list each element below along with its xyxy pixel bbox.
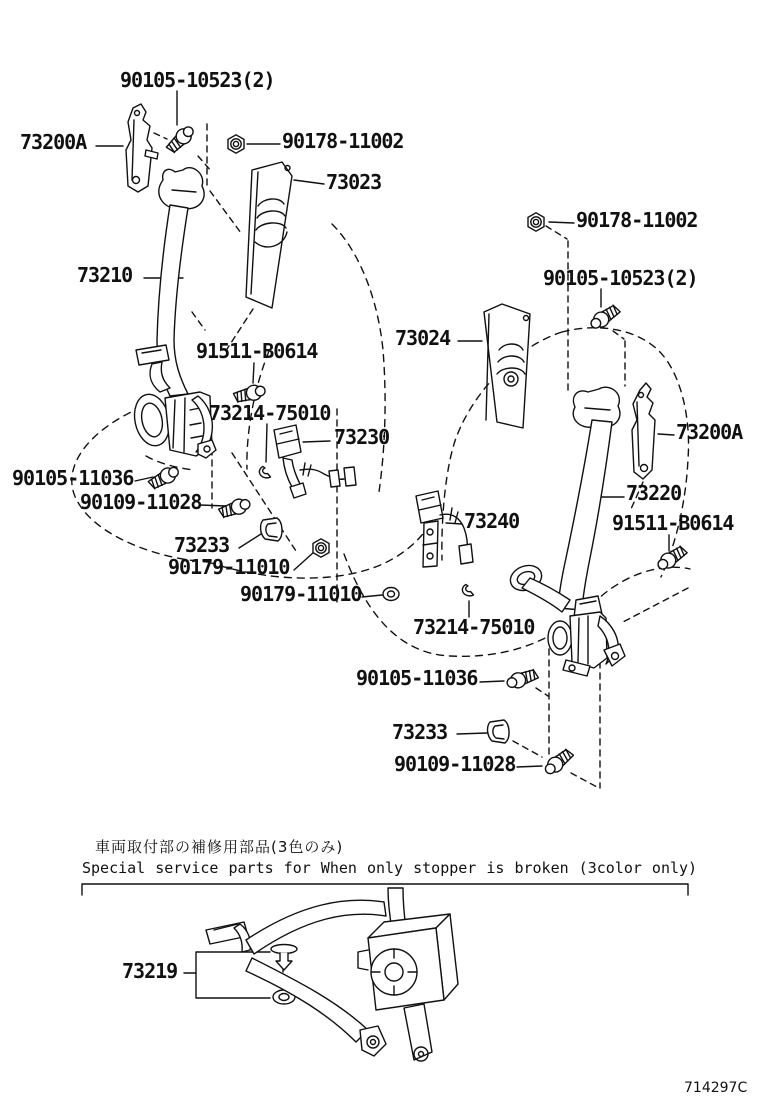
bolt-90105-10523-left-icon bbox=[164, 123, 197, 156]
part-label-90105-10523-right: 90105-10523(2) bbox=[543, 266, 698, 290]
nut-90178-11002-right-icon bbox=[528, 213, 544, 231]
stopper-clip-73214-right-icon bbox=[462, 585, 473, 596]
bolt-90109-11028-left-icon bbox=[218, 496, 253, 521]
part-label-73200A-left: 73200A bbox=[20, 130, 87, 154]
belt-height-adjuster-73200A-left bbox=[126, 104, 158, 192]
part-label-73210: 73210 bbox=[77, 263, 133, 287]
part-label-73233-left: 73233 bbox=[174, 533, 230, 557]
part-label-90105-10523-left: 90105-10523(2) bbox=[120, 68, 275, 92]
stopper-clip-73214-left-icon bbox=[259, 467, 270, 478]
bolt-90105-11036-right-icon bbox=[505, 666, 540, 691]
stopper-73233-right-icon bbox=[488, 720, 509, 743]
part-label-73200A-right: 73200A bbox=[676, 420, 743, 444]
shoulder-anchor-left bbox=[159, 168, 204, 209]
note-english: Special service parts for When only stopper is broken (3color only) bbox=[82, 859, 698, 877]
seat-belt-73220 bbox=[558, 420, 612, 610]
part-label-90105-11036-left: 90105-11036 bbox=[12, 466, 134, 490]
part-label-90179-11010-a: 90179-11010 bbox=[168, 555, 290, 579]
part-label-90105-11036-right: 90105-11036 bbox=[356, 666, 478, 690]
part-label-73240: 73240 bbox=[464, 509, 520, 533]
belt-height-adjuster-73200A-right bbox=[632, 383, 655, 479]
part-label-90178-11002-right: 90178-11002 bbox=[576, 208, 698, 232]
part-label-73220: 73220 bbox=[626, 481, 682, 505]
push-pin-icon bbox=[271, 945, 297, 971]
nut-90179-11010-a-icon bbox=[313, 539, 329, 557]
note-japanese: 車両取付部の補修用部品(3色のみ) bbox=[95, 838, 344, 856]
part-label-90109-11028-right: 90109-11028 bbox=[394, 752, 516, 776]
part-label-91511-B0614-left: 91511-B0614 bbox=[196, 339, 318, 363]
part-label-73023: 73023 bbox=[326, 170, 382, 194]
part-label-73024: 73024 bbox=[395, 326, 451, 350]
pillar-trim-73023 bbox=[246, 162, 292, 308]
grommet-90179-11010-b-icon bbox=[383, 588, 399, 601]
diagram-code: 714297C bbox=[684, 1080, 748, 1096]
pillar-trim-73024 bbox=[484, 304, 530, 428]
part-label-90178-11002-left: 90178-11002 bbox=[282, 129, 404, 153]
part-label-90109-11028-left: 90109-11028 bbox=[80, 490, 202, 514]
repair-belt-73219 bbox=[206, 888, 458, 1061]
special-service-bracket bbox=[82, 884, 688, 895]
part-label-73214-75010-right: 73214-75010 bbox=[413, 615, 535, 639]
part-label-73214-75010-left: 73214-75010 bbox=[209, 401, 331, 425]
part-label-73219: 73219 bbox=[122, 959, 178, 983]
stopper-73233-left-icon bbox=[261, 518, 282, 541]
part-label-73230: 73230 bbox=[334, 425, 390, 449]
nut-90178-11002-left-icon bbox=[228, 135, 244, 153]
part-label-73233-right: 73233 bbox=[392, 720, 448, 744]
bolt-91511-B0614-right-icon bbox=[655, 543, 689, 573]
retractor-left bbox=[130, 391, 216, 458]
part-label-90179-11010-b: 90179-11010 bbox=[240, 582, 362, 606]
part-label-91511-B0614-right: 91511-B0614 bbox=[612, 511, 734, 535]
